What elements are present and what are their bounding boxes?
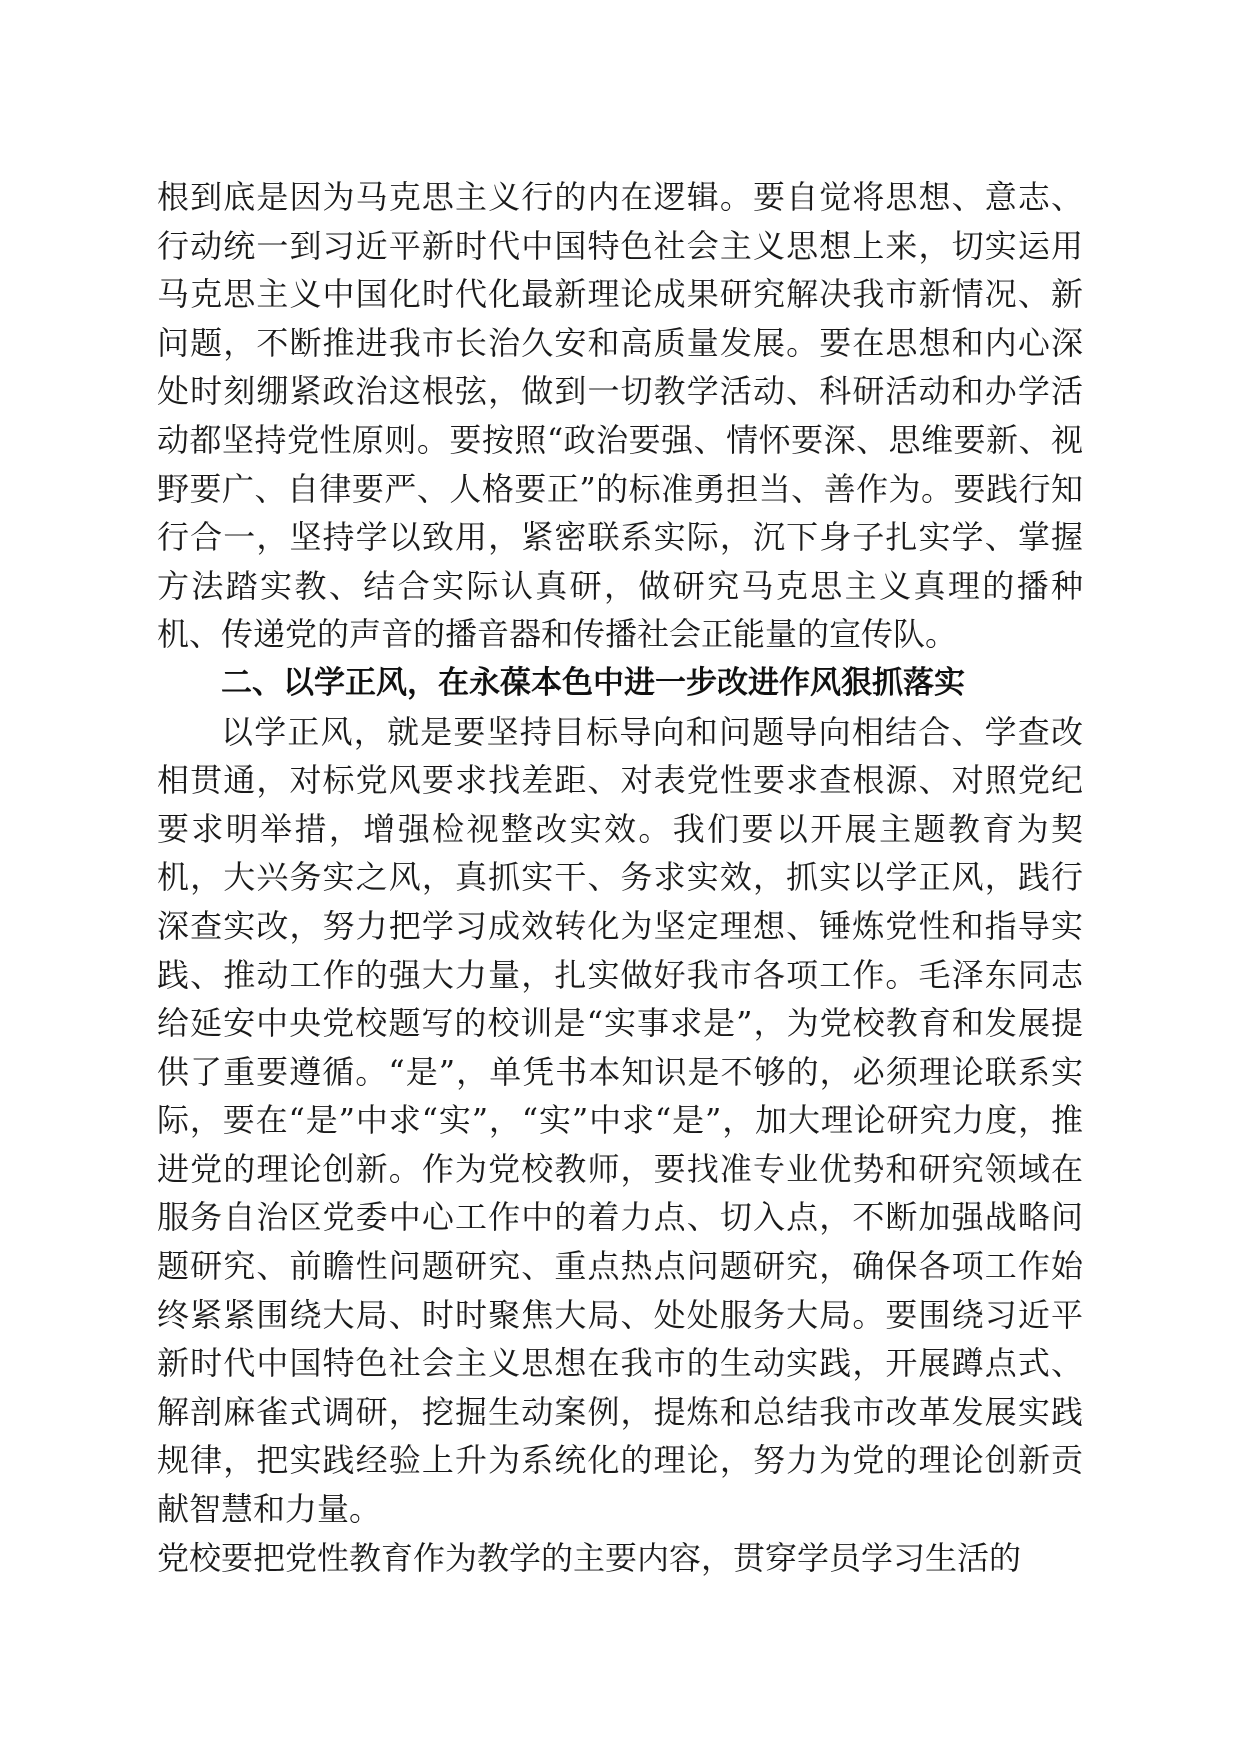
section-heading: 二、以学正风，在永葆本色中进一步改进作风狠抓落实 — [221, 664, 965, 701]
paragraph-continued: 根到底是因为马克思主义行的内在逻辑。要自觉将思想、意志、行动统一到习近平新时代中国特色社会主义思想上来，切实运用马克思主义中国化时代化最新理论成果研究解决我市新情况、新问题，不断推进我市长治久安和高质量发展。要在思想和内心深处时刻绷紧政治这根弦，做到一切教学活动、科研活动和办学活动都坚持党性原则。要按照“政治要强、情怀要深、思维要新、视野要广、自律要严、人格要正”的标准勇担当、善作为。要践行知行合一，坚持学以致用，紧密联系实际，沉下身子扎实学、掌握方法踏实教、结合实际认真研，做研究马克思主义真理的播种机、传递党的声音的播音器和传播社会正能量的宣传队。 — [157, 178, 1083, 654]
paragraph-party-school: 党校要把党性教育作为教学的主要内容，贯穿学员学习生活的 — [157, 1538, 1022, 1577]
body-text — [157, 173, 1083, 1582]
paragraph-study-rectify-style: 以学正风，就是要坚持目标导向和问题导向相结合、学查改相贯通，对标党风要求找差距、对表党性要求查根源、对照党纪要求明举措，增强检视整改实效。我们要以开展主题教育为契机，大兴务实之风，真抓实干、务求实效，抓实以学正风，践行深查实改，努力把学习成效转化为坚定理想、锤炼党性和指导实践、推动工作的强大力量，扎实做好我市各项工作。毛泽东同志给延安中央党校题写的校训是“实事求是”，为党校教育和发展提供了重要遵循。“是”，单凭书本知识是不够的，必须理论联系实际，要在“是”中求“实”，“实”中求“是”，加大理论研究力度，推进党的理论创新。作为党校教师，要找准专业优势和研究领域在服务自治区党委中心工作中的着力点、切入点，不断加强战略问题研究、前瞻性问题研究、重点热点问题研究，确保各项工作始终紧紧围绕大局、时时聚焦大局、处处服务大局。要围绕习近平新时代中国特色社会主义思想在我市的生动实践，开展蹲点式、解剖麻雀式调研，挖掘生动案例，提炼和总结我市改革发展实践规律，把实践经验上升为系统化的理论，努力为党的理论创新贡献智慧和力量。 — [157, 712, 1083, 1529]
